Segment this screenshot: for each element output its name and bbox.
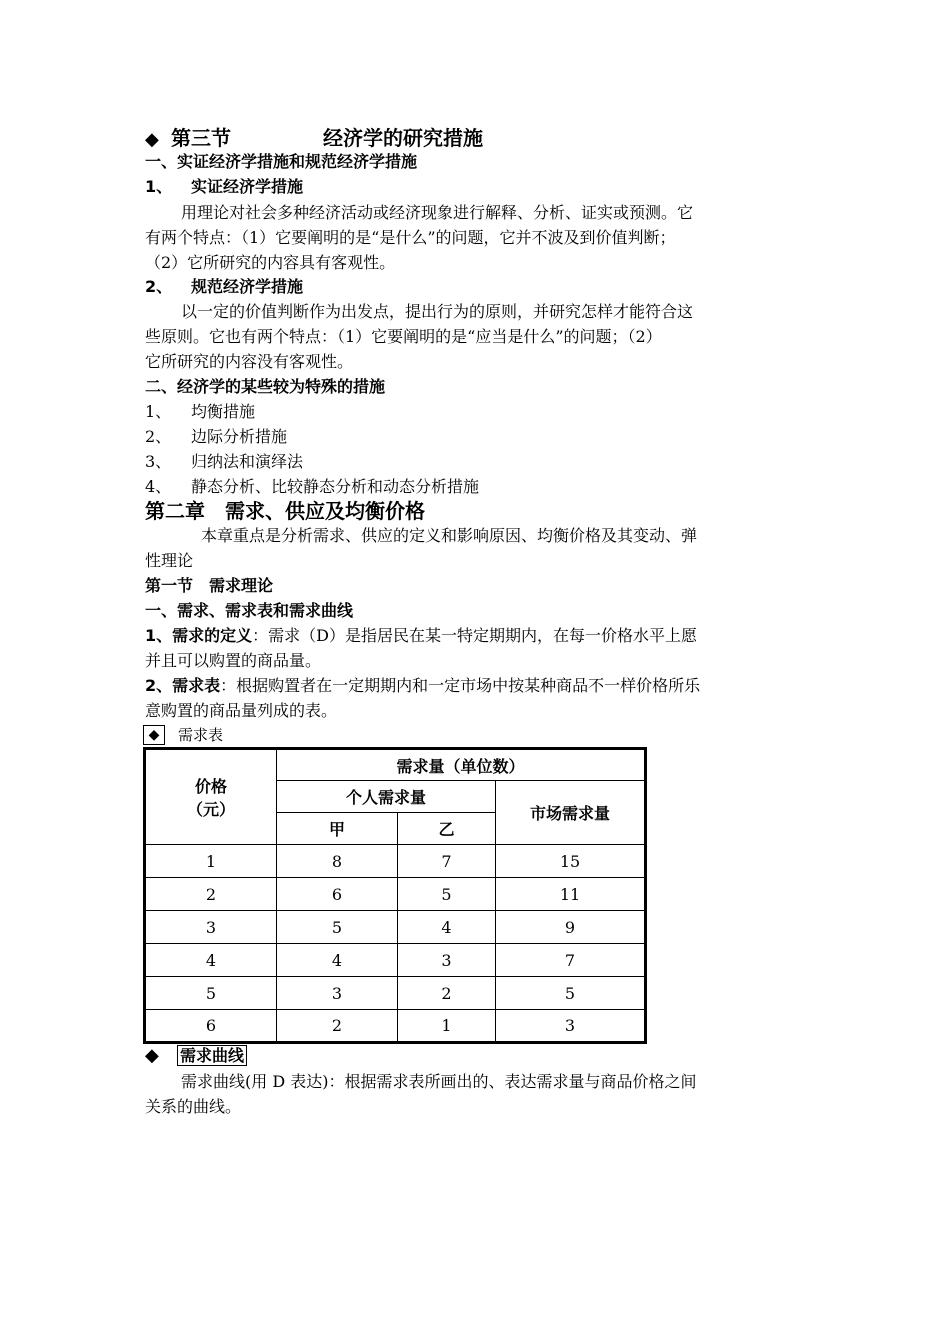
market-cell: 15 (496, 845, 646, 878)
list-item (145, 477, 479, 497)
qty-a-cell: 3 (277, 977, 398, 1010)
list-item (145, 402, 255, 422)
quantity-header: 需求量（单位数） (277, 749, 646, 781)
paragraph-line: 意购置的商品量列成的表。 (145, 701, 338, 720)
qty-b-cell: 3 (398, 944, 496, 977)
paragraph-line: （2）它所研究的内容具有客观性。 (145, 253, 396, 272)
qty-a-cell: 8 (277, 845, 398, 878)
section-heading: 第一节 需求理论 (145, 576, 274, 595)
individual-header: 个人需求量 (277, 781, 496, 813)
part2-heading: 二、经济学的某些较为特殊的措施 (145, 377, 386, 396)
price-cell: 4 (145, 944, 277, 977)
market-header: 市场需求量 (496, 781, 646, 845)
paragraph-line: 些原则。它也有两个特点：（1）它要阐明的是“应当是什么”的问题；（2） (145, 327, 662, 346)
section-name: 经济学的研究措施 (323, 126, 483, 150)
qty-b-cell: 1 (398, 1010, 496, 1043)
price-header (145, 749, 277, 845)
table-row (145, 944, 646, 977)
market-cell: 3 (496, 1010, 646, 1043)
list-text: 边际分析措施 (191, 427, 288, 446)
part1-heading: 一、实证经济学措施和规范经济学措施 (145, 152, 418, 171)
paragraph-line: 有两个特点：（1）它要阐明的是“是什么”的问题，它并不波及到价值判断； (145, 228, 676, 247)
curve-title: 需求曲线 (177, 1045, 247, 1066)
paragraph-line: 关系的曲线。 (145, 1097, 242, 1116)
list-text: 均衡措施 (191, 402, 256, 421)
definition-text: ：需求（D）是指居民在某一特定期期内，在每一价格水平上愿 (252, 626, 697, 645)
item-number: 2、 (145, 277, 173, 296)
qty-b-cell: 2 (398, 977, 496, 1010)
table-row (145, 911, 646, 944)
definition-label: 2、需求表 (145, 676, 221, 695)
market-cell: 11 (496, 878, 646, 911)
definition-label: 1、需求的定义 (145, 626, 253, 645)
paragraph-text: 以一定的价值判断作为出发点，提出行为的原则，并研究怎样才能符合这 (181, 302, 694, 321)
paragraph-text: 本章重点是分析需求、供应的定义和影响原因、均衡价格及其变动、弹 (201, 526, 698, 545)
item-title: 规范经济学措施 (191, 277, 304, 296)
paragraph-text: 需求曲线(用 D 表达)：根据需求表所画出的、表达需求量与商品价格之间 (181, 1072, 697, 1091)
paragraph-line: 并且可以购置的商品量。 (145, 651, 322, 670)
col-a-header: 甲 (277, 813, 398, 845)
list-number: 4、 (145, 477, 172, 496)
price-header-line: 价格 (194, 777, 227, 796)
list-item (145, 452, 303, 472)
item1-title-line (145, 177, 303, 197)
list-text: 静态分析、比较静态分析和动态分析措施 (191, 477, 480, 496)
price-cell: 1 (145, 845, 277, 878)
item2-title-line (145, 277, 303, 297)
paragraph-line (145, 1072, 697, 1092)
subsection-heading: 一、需求、需求表和需求曲线 (145, 601, 354, 620)
item-title: 实证经济学措施 (191, 177, 304, 196)
qty-a-cell: 4 (277, 944, 398, 977)
price-cell: 6 (145, 1010, 277, 1043)
paragraph-line: 性理论 (145, 551, 194, 570)
col-b-header: 乙 (398, 813, 496, 845)
paragraph-text: 用理论对社会多种经济活动或经济现象进行解释、分析、证实或预测。它 (181, 203, 694, 222)
table-row (145, 977, 646, 1010)
diamond-bullet-icon: ◆ (145, 1045, 159, 1066)
table-row (145, 878, 646, 911)
market-cell: 7 (496, 944, 646, 977)
paragraph-line (145, 203, 693, 223)
qty-a-cell: 2 (277, 1010, 398, 1043)
list-number: 3、 (145, 452, 172, 471)
qty-b-cell: 4 (398, 911, 496, 944)
price-cell: 3 (145, 911, 277, 944)
diamond-bullet-icon: ◆ (145, 129, 159, 150)
diamond-bullet-icon: ◆ (143, 725, 165, 745)
price-cell: 5 (145, 977, 277, 1010)
item-number: 1、 (145, 177, 173, 196)
market-cell: 9 (496, 911, 646, 944)
definition-text: ：根据购置者在一定期期内和一定市场中按某种商品不一样价格所乐 (220, 676, 701, 695)
list-item (145, 427, 287, 447)
table-row (145, 845, 646, 878)
market-cell: 5 (496, 977, 646, 1010)
list-number: 1、 (145, 402, 172, 421)
paragraph-line: 它所研究的内容没有客观性。 (145, 352, 354, 371)
table-row (145, 1010, 646, 1043)
section-number: 第三节 (171, 126, 231, 150)
definition-line (145, 626, 697, 646)
paragraph-line (145, 526, 697, 546)
paragraph-line (145, 302, 693, 322)
list-number: 2、 (145, 427, 172, 446)
qty-a-cell: 5 (277, 911, 398, 944)
demand-table (143, 747, 647, 1044)
section-title (145, 126, 483, 152)
list-text: 归纳法和演绎法 (191, 452, 304, 471)
qty-b-cell: 5 (398, 878, 496, 911)
curve-heading (145, 1046, 247, 1066)
price-header-line: （元） (186, 800, 235, 819)
price-cell: 2 (145, 878, 277, 911)
definition-line (145, 676, 700, 696)
qty-b-cell: 7 (398, 845, 496, 878)
table-caption: 需求表 (178, 726, 224, 744)
chapter-title: 第二章 需求、供应及均衡价格 (145, 499, 425, 523)
qty-a-cell: 6 (277, 878, 398, 911)
